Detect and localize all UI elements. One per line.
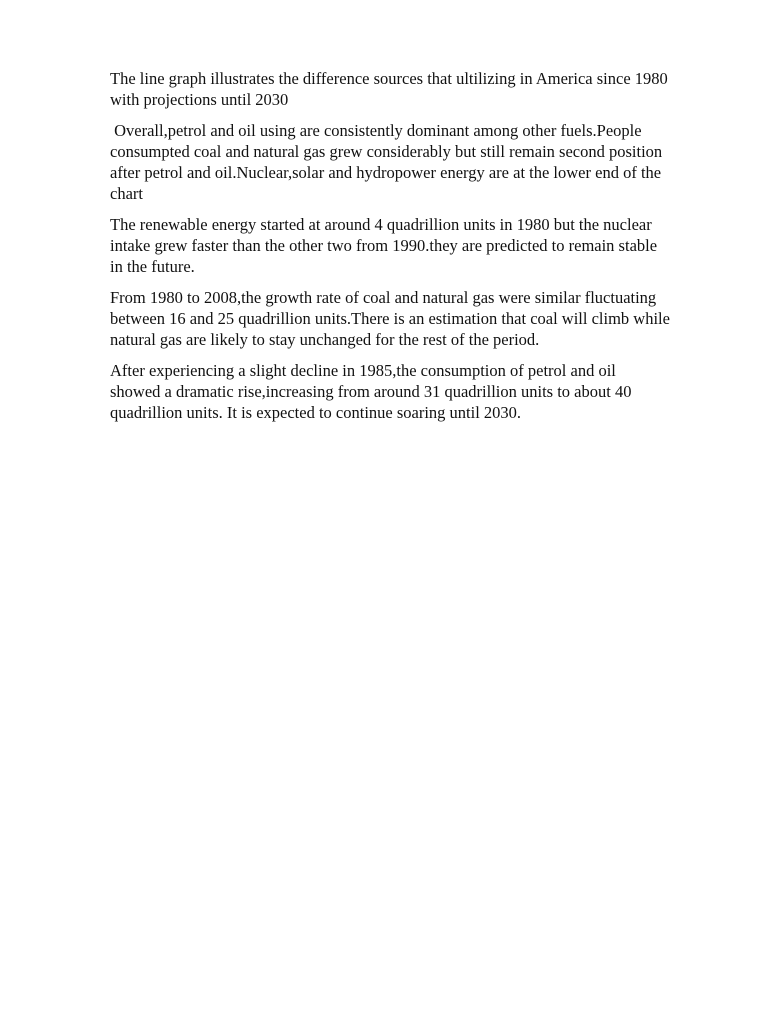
paragraph-petrol-oil: After experiencing a slight decline in 1985,the consumption of petrol and oil showed a dramatic rise,increasing from around 31 quadrillion units to about 40 quadrillion units. It is expected to continue soaring until 2030. bbox=[110, 361, 636, 422]
paragraph-coal-gas: From 1980 to 2008,the growth rate of coal and natural gas were similar fluctuating between 16 and 25 quadrillion units.There is an estimation that coal will climb while natural gas are likely to stay unchanged for the rest of the period. bbox=[110, 288, 675, 349]
paragraph-renewable: The renewable energy started at around 4 quadrillion units in 1980 but the nuclear intake grew faster than the other two from 1990.they are predicted to remain stable in the future. bbox=[110, 215, 662, 276]
paragraph-intro: The line graph illustrates the difference sources that ultilizing in America since 1980 with projections until 2030 bbox=[110, 69, 672, 109]
paragraph-overview: Overall,petrol and oil using are consistently dominant among other fuels.People consumpted coal and natural gas grew considerably but still remain second position after petrol and oil.Nuclear,solar and hydropower energy are at the lower end of the chart bbox=[110, 121, 667, 203]
document-body bbox=[110, 68, 675, 433]
